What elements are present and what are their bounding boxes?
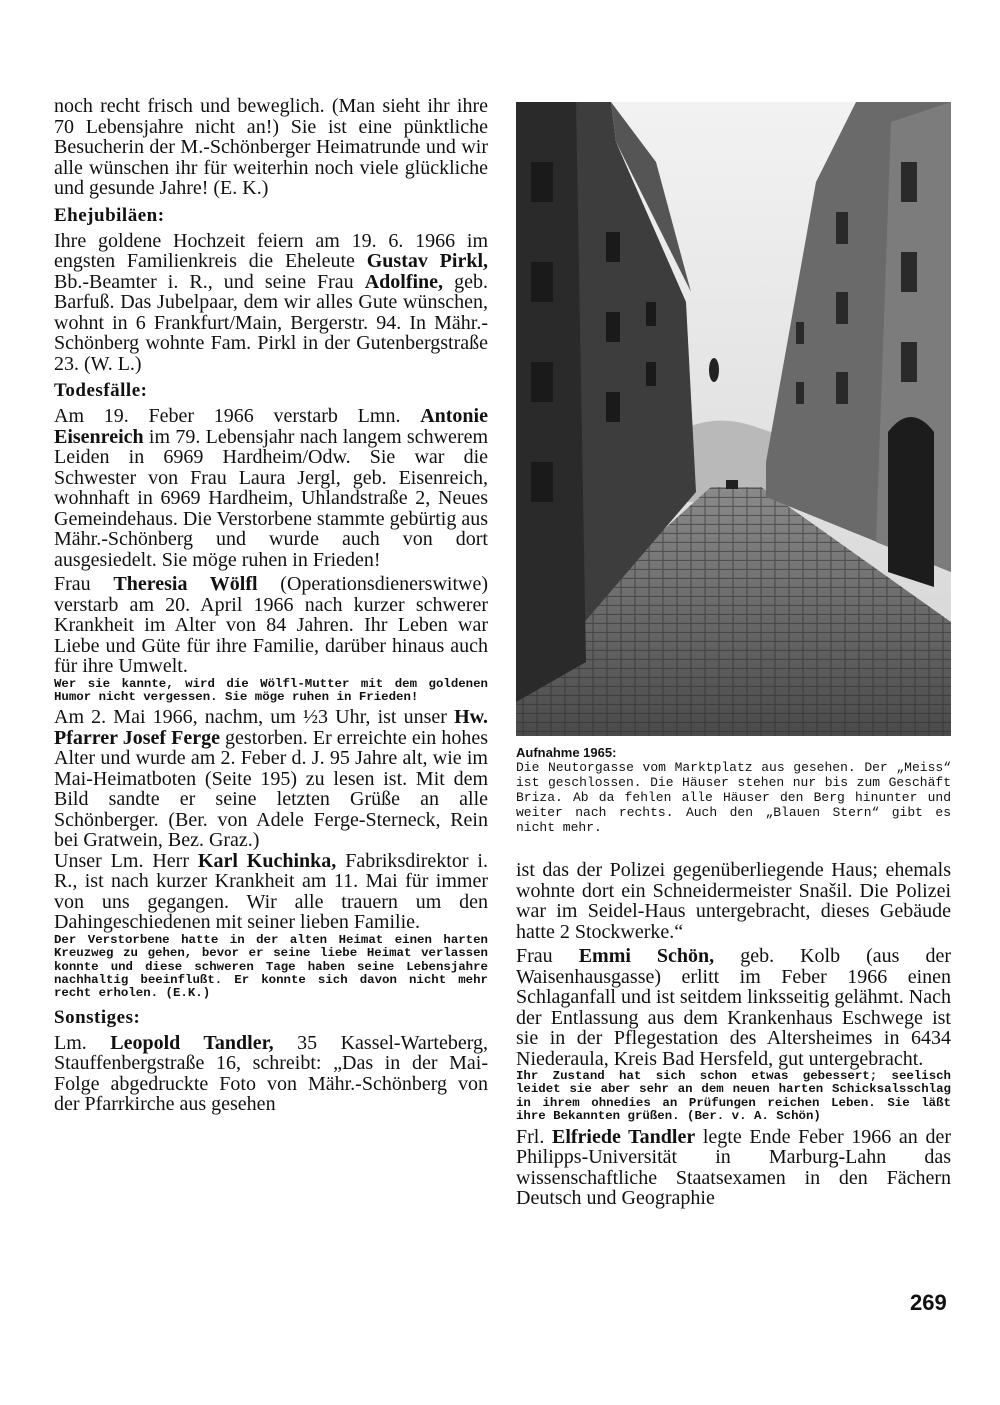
- name-josef-ferge: Hw. Pfarrer Josef Ferge: [54, 706, 488, 749]
- text-segment: Lm.: [54, 1031, 111, 1054]
- paragraph-woelfl: [54, 574, 488, 677]
- name-adolfine: Adolfine,: [364, 270, 444, 293]
- text-segment: geb. Kolb (aus der Waisenhausgasse) erlitt im Feber 1966 einen Schlaganfall und ist seitdem linksseitig gelähmt. Nach der Entlassung aus dem Krankenhaus Eschwege ist sie in der Pflegestation des Altersheimes in 6434 Niederaula, Kreis Bad Hersfeld, gut untergebracht.: [516, 945, 951, 1070]
- text-segment: Frl.: [516, 1125, 552, 1148]
- page-number: 269: [910, 1290, 947, 1315]
- text-segment: Bb.-Beamter i. R., und seine Frau: [54, 270, 365, 293]
- paragraph-emmi-schoen: [516, 946, 951, 1069]
- heading-ehejubilaeen: Ehejubiläen:: [54, 204, 165, 226]
- note-emmi-schoen: Ihr Zustand hat sich schon etwas gebessert; seelisch leidet sie aber sehr an dem neuen harten Schicksalsschlag in ihrem ohnedies an Prüfungen reichen Leben. Sie läßt ihre Bekannten grüßen. (Ber. v. A. Schön): [516, 1069, 951, 1124]
- paragraph-intro: noch recht frisch und beweglich. (Man sieht ihr ihre 70 Lebensjahre nicht an!) Sie ist eine pünktliche Besucherin der M.-Schönberger Heimatrunde und wir alle wünschen ihr für weiterhin noch viele glückliche und gesunde Jahre! (E. K.): [54, 95, 488, 199]
- text-segment: Frau: [516, 945, 579, 967]
- note-woelfl: Wer sie kannte, wird die Wölfl-Mutter mit dem goldenen Humor nicht vergessen. Sie möge ruhen in Frieden!: [54, 676, 488, 704]
- paragraph-elfriede-tandler: [516, 1127, 951, 1209]
- name-gustav-pirkl: Gustav Pirkl,: [366, 250, 489, 272]
- street-photo: [516, 102, 951, 736]
- paragraph-kuchinka: [54, 851, 488, 933]
- text-segment: legte Ende Feber 1966 an der Philipps-Universität in Marburg-Lahn das wissenschaftliche Staatsexamen in den Fächern Deutsch und Geographie: [516, 1125, 951, 1210]
- text-segment: Am 2. Mai 1966, nachm, um ½3 Uhr, ist unser: [54, 706, 455, 729]
- text-segment: 35 Kassel-Warteberg, Stauffenbergstraße 16, schreibt: „Das in der Mai-Folge abgedruckte Foto von Mähr.-Schönberg von der Pfarrkirche aus gesehen: [54, 1031, 489, 1116]
- right-column: [516, 860, 951, 1209]
- paragraph-polizei: ist das der Polizei gegenüberliegende Haus; ehemals wohnte dort ein Schneidermeister Snašil. Die Polizei war im Seidel-Haus untergebracht, dieses Gebäude hatte 2 Stockwerke.“: [516, 859, 951, 943]
- street-photo-image: [516, 102, 951, 736]
- heading-sonstiges: Sonstiges:: [54, 1006, 141, 1028]
- paragraph-pirkl: [54, 231, 488, 375]
- text-segment: gestorben. Er erreichte ein hohes Alter und wurde am 2. Feber d. J. 95 Jahre alt, wie im Mai-Heimatboten (Seite 195) zu lesen ist. Mit dem Bild sandte er seine letzten Grüße an alle Schönberger. (Ber. von Adele Ferge-Sterneck, Rein bei Gratwein, Bez. Graz.): [54, 726, 488, 852]
- name-antonie-eisenreich: Antonie Eisenreich: [54, 405, 488, 448]
- heading-todesfaelle: Todesfälle:: [54, 380, 148, 401]
- note-kuchinka: Der Verstorbene hatte in der alten Heimat einen harten Kreuzweg zu gehen, bevor er seine liebe Heimat verlassen konnte und diese schweren Tage haben seine Lebensjahre nachhaltig beeinflußt. Er konnte sich davon nicht mehr recht erholen. (E.K.): [54, 932, 488, 1001]
- text-segment: geb. Barfuß. Das Jubelpaar, dem wir alles Gute wünschen, wohnt in 6 Frankfurt/Main, Bergerstr. 94. In Mähr.-Schönberg wohnte Fam. Pirkl in der Gutenbergstraße 23. (W. L.): [54, 270, 488, 375]
- name-elfriede-tandler: Elfriede Tandler: [551, 1125, 696, 1148]
- text-segment: (Operationsdienerswitwe) verstarb am 20. April 1966 nach kurzer schwerer Krankheit im Alter von 84 Jahren. Ihr Leben war Liebe und Güte für ihre Familie, darüber hinaus auch für ihre Umwelt.: [54, 573, 488, 677]
- name-leopold-tandler: Leopold Tandler,: [110, 1031, 274, 1054]
- text-segment: Ihre goldene Hochzeit feiern am 19. 6. 1966 im engsten Familienkreis die Eheleute: [54, 229, 488, 272]
- paragraph-eisenreich: [54, 406, 488, 570]
- text-segment: Frau: [54, 573, 114, 595]
- name-karl-kuchinka: Karl Kuchinka,: [197, 849, 337, 872]
- left-column: [54, 96, 488, 1115]
- text-segment: Fabriksdirektor i. R., ist nach kurzer Krankheit am 11. Mai für immer von uns gegangen. Wir alle trauern um den Dahingeschiedenen mit seiner lieben Familie.: [54, 849, 488, 934]
- text-segment: Unser Lm. Herr: [54, 849, 198, 872]
- text-segment: Am 19. Feber 1966 verstarb Lmn.: [54, 405, 421, 427]
- caption-text: Die Neutorgasse vom Marktplatz aus gesehen. Der „Meiss“ ist geschlossen. Die Häuser stehen nur bis zum Geschäft Briza. Ab da fehlen alle Häuser den Berg hinunter und weiter nach rechts. Auch den „Blauen Stern“ gibt es nicht mehr.: [516, 760, 951, 835]
- text-segment: im 79. Lebensjahr nach langem schwerem Leiden in 6969 Hardheim/Odw. Sie war die Schwester von Frau Laura Jergl, geb. Eisenreich, wohnhaft in 6969 Hardheim, Uhlandstraße 2, Neues Gemeindehaus. Die Verstorbene stammte gebürtig aus Mähr.-Schönberg und wurde auch von dort ausgesiedelt. Sie möge ruhen in Frieden!: [54, 425, 488, 571]
- paragraph-leopold-tandler: [54, 1033, 488, 1115]
- name-theresia-woelfl: Theresia Wölfl: [113, 573, 258, 595]
- name-emmi-schoen: Emmi Schön,: [578, 945, 715, 967]
- paragraph-ferge: [54, 707, 488, 851]
- photo-caption: [516, 745, 951, 835]
- caption-title: Aufnahme 1965:: [516, 745, 617, 760]
